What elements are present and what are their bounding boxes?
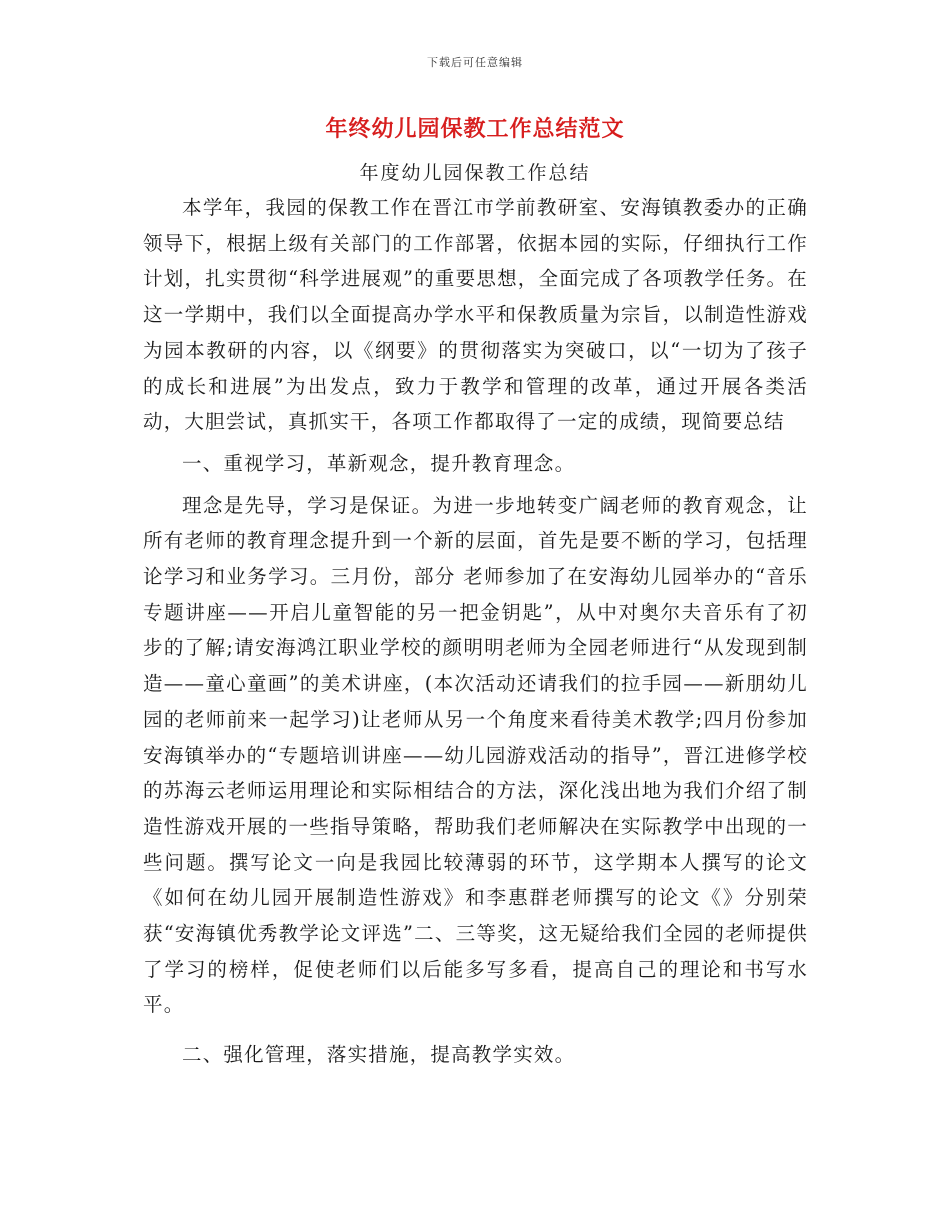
section-1-paragraph: 理念是先导，学习是保证。为进一步地转变广阔老师的教育观念，让所有老师的教育理念提升到一个新的层面，首先是要不断的学习，包括理论学习和业务学习。三月份，部分 老师参加了在安海幼儿园举办的“音乐专题讲座——开启儿童智能的另一把金钥匙”，从中对奥尔夫音乐有了初步的了解;请安海鸿江职业学校的颜明明老师为全园老师进行“从发现到制造——童心童画”的美术讲座，(本次活动还请我们的拉手园——新朋幼儿园的老师前来一起学习)让老师从另一个角度来看待美术教学;四月份参加安海镇举办的“专题培训讲座——幼儿园游戏活动的指导”，晋江进修学校的苏海云老师运用理论和实际相结合的方法，深化浅出地为我们介绍了制造性游戏开展的一些指导策略，帮助我们老师解决在实际教学中出现的一些问题。撰写论文一向是我园比较薄弱的环节，这学期本人撰写的论文《如何在幼儿园开展制造性游戏》和李惠群老师撰写的论文《》分别荣获“安海镇优秀教学论文评选”二、三等奖，这无疑给我们全园的老师提供了学习的榜样，促使老师们以后能多写多看，提高自己的理论和书写水平。: [143, 493, 808, 1017]
section-2-heading: 二、强化管理，落实措施，提高教学实效。: [182, 1043, 576, 1067]
page-header-note: 下载后可任意编辑: [427, 56, 523, 69]
document-title: 年终幼儿园保教工作总结范文: [325, 116, 625, 142]
section-1-heading: 一、重视学习，革新观念，提升教育理念。: [182, 451, 576, 475]
document-subtitle: 年度幼儿园保教工作总结: [359, 162, 591, 184]
intro-paragraph: 本学年，我园的保教工作在晋江市学前教研室、安海镇教委办的正确领导下，根据上级有关部门的工作部署，依据本园的实际，仔细执行工作计划，扎实贯彻“科学进展观”的重要思想，全面完成了各项教学任务。在这一学期中，我们以全面提高办学水平和保教质量为宗旨，以制造性游戏为园本教研的内容，以《纲要》的贯彻落实为突破口，以“一切为了孩子的成长和进展”为出发点，致力于教学和管理的改革，通过开展各类活动，大胆尝试，真抓实干，各项工作都取得了一定的成绩，现简要总结: [143, 196, 808, 434]
document-body: [143, 190, 808, 1073]
